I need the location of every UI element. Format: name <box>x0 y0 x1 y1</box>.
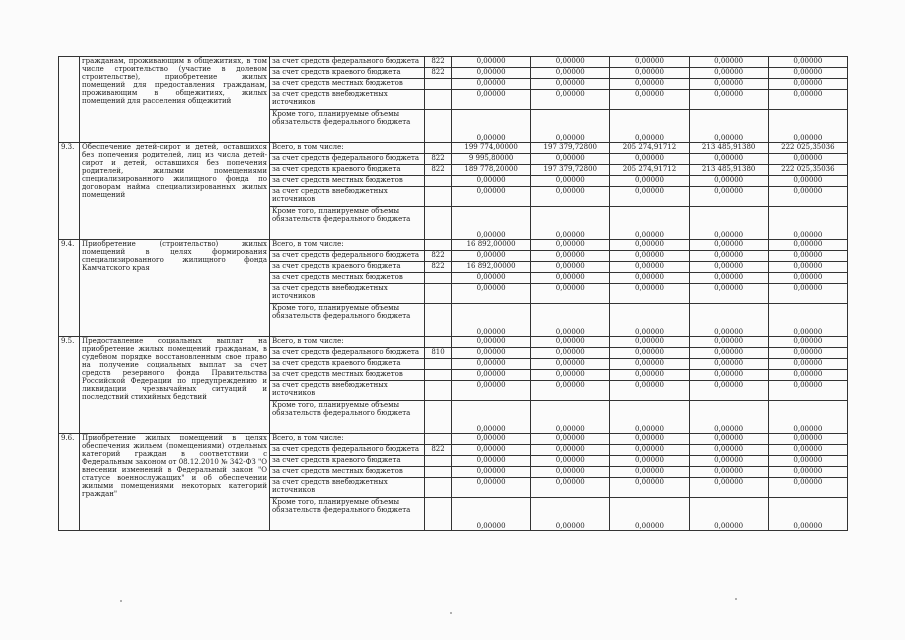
amount-cell: 0,00000 <box>452 348 531 359</box>
funding-source: за счет средств местных бюджетов <box>270 79 425 90</box>
budget-code <box>425 284 452 304</box>
budget-code <box>425 110 452 143</box>
amount-cell: 0,00000 <box>689 79 768 90</box>
item-description: Предоставление социальных выплат на приобретение жилых помещений гражданам, в судебном порядке восстановленным свое право на получение социальных выплат за счет средств резервного фонда Правительства Российской Федерации по предупреждению и ликвидации чрезвычайных ситуаций и последствий стихийных бедствий <box>80 337 270 434</box>
funding-source: за счет средств краевого бюджета <box>270 359 425 370</box>
amount-cell: 0,00000 <box>689 187 768 207</box>
budget-code <box>425 79 452 90</box>
budget-code <box>425 207 452 240</box>
amount-cell: 0,00000 <box>610 262 689 273</box>
funding-source: за счет средств местных бюджетов <box>270 467 425 478</box>
amount-cell: 0,00000 <box>689 154 768 165</box>
budget-code <box>425 370 452 381</box>
amount-cell: 0,00000 <box>689 445 768 456</box>
amount-cell: 0,00000 <box>610 478 689 498</box>
amount-cell: 0,00000 <box>452 68 531 79</box>
funding-source: за счет средств краевого бюджета <box>270 68 425 79</box>
budget-code <box>425 434 452 445</box>
amount-cell: 0,00000 <box>610 176 689 187</box>
funding-source: Кроме того, планируемые объемы обязательств федерального бюджета <box>270 401 425 434</box>
funding-source: за счет средств внебюджетных источников <box>270 187 425 207</box>
amount-cell: 205 274,91712 <box>610 143 689 154</box>
amount-cell: 0,00000 <box>531 401 610 434</box>
amount-cell: 0,00000 <box>452 57 531 68</box>
amount-cell: 0,00000 <box>452 381 531 401</box>
amount-cell: 0,00000 <box>610 79 689 90</box>
funding-source: Кроме того, планируемые объемы обязательств федерального бюджета <box>270 110 425 143</box>
amount-cell: 0,00000 <box>689 337 768 348</box>
amount-cell: 0,00000 <box>768 348 847 359</box>
amount-cell: 0,00000 <box>610 68 689 79</box>
amount-cell: 0,00000 <box>610 57 689 68</box>
amount-cell: 0,00000 <box>610 434 689 445</box>
funding-source: за счет средств внебюджетных источников <box>270 90 425 110</box>
table-row <box>59 240 848 251</box>
amount-cell: 0,00000 <box>768 187 847 207</box>
budget-code: 822 <box>425 251 452 262</box>
amount-cell: 0,00000 <box>531 68 610 79</box>
amount-cell: 0,00000 <box>531 304 610 337</box>
budget-code: 810 <box>425 348 452 359</box>
budget-code <box>425 143 452 154</box>
funding-source: за счет средств внебюджетных источников <box>270 284 425 304</box>
amount-cell: 0,00000 <box>768 273 847 284</box>
amount-cell: 0,00000 <box>452 337 531 348</box>
table-row <box>59 337 848 348</box>
amount-cell: 0,00000 <box>768 478 847 498</box>
amount-cell: 0,00000 <box>452 187 531 207</box>
amount-cell: 0,00000 <box>452 401 531 434</box>
amount-cell: 0,00000 <box>610 154 689 165</box>
amount-cell: 0,00000 <box>689 90 768 110</box>
item-number <box>59 57 80 143</box>
item-number: 9.6. <box>59 434 80 531</box>
amount-cell: 0,00000 <box>768 445 847 456</box>
amount-cell: 213 485,91380 <box>689 143 768 154</box>
amount-cell: 0,00000 <box>768 262 847 273</box>
budget-table <box>58 56 848 531</box>
amount-cell: 0,00000 <box>768 284 847 304</box>
funding-source: за счет средств краевого бюджета <box>270 262 425 273</box>
amount-cell: 0,00000 <box>452 207 531 240</box>
amount-cell: 0,00000 <box>768 79 847 90</box>
amount-cell: 0,00000 <box>689 434 768 445</box>
budget-code <box>425 359 452 370</box>
amount-cell: 0,00000 <box>689 478 768 498</box>
scan-speck <box>120 600 122 602</box>
budget-code: 822 <box>425 165 452 176</box>
amount-cell: 0,00000 <box>452 251 531 262</box>
amount-cell: 0,00000 <box>768 154 847 165</box>
amount-cell: 0,00000 <box>689 273 768 284</box>
item-description: Обеспечение детей-сирот и детей, оставшихся без попечения родителей, лиц из числа детей-сирот и детей, оставшихся без попечения родителей, жилыми помещениями специализированного жилищного фонда по договорам найма специализированных жилых помещений <box>80 143 270 240</box>
budget-code <box>425 467 452 478</box>
funding-source: за счет средств внебюджетных источников <box>270 478 425 498</box>
amount-cell: 0,00000 <box>452 434 531 445</box>
amount-cell: 0,00000 <box>452 284 531 304</box>
funding-source: за счет средств местных бюджетов <box>270 370 425 381</box>
budget-code <box>425 304 452 337</box>
amount-cell: 0,00000 <box>610 90 689 110</box>
amount-cell: 0,00000 <box>531 467 610 478</box>
funding-source: за счет средств краевого бюджета <box>270 456 425 467</box>
amount-cell: 9 995,80000 <box>452 154 531 165</box>
amount-cell: 0,00000 <box>452 445 531 456</box>
amount-cell: 0,00000 <box>452 478 531 498</box>
amount-cell: 0,00000 <box>610 251 689 262</box>
amount-cell: 0,00000 <box>452 79 531 90</box>
budget-code: 822 <box>425 57 452 68</box>
amount-cell: 0,00000 <box>531 110 610 143</box>
amount-cell: 0,00000 <box>610 187 689 207</box>
amount-cell: 0,00000 <box>531 381 610 401</box>
amount-cell: 0,00000 <box>768 251 847 262</box>
amount-cell: 0,00000 <box>689 251 768 262</box>
amount-cell: 0,00000 <box>531 57 610 68</box>
amount-cell: 0,00000 <box>689 207 768 240</box>
amount-cell: 0,00000 <box>610 401 689 434</box>
amount-cell: 0,00000 <box>452 467 531 478</box>
amount-cell: 0,00000 <box>452 370 531 381</box>
amount-cell: 0,00000 <box>768 359 847 370</box>
funding-source: за счет средств федерального бюджета <box>270 154 425 165</box>
item-description: Приобретение (строительство) жилых помещений в целях формирования специализированного жилищного фонда Камчатского края <box>80 240 270 337</box>
amount-cell: 0,00000 <box>610 304 689 337</box>
amount-cell: 0,00000 <box>610 456 689 467</box>
amount-cell: 0,00000 <box>531 445 610 456</box>
amount-cell: 0,00000 <box>452 273 531 284</box>
amount-cell: 0,00000 <box>610 359 689 370</box>
amount-cell: 0,00000 <box>689 284 768 304</box>
amount-cell: 0,00000 <box>610 381 689 401</box>
table-row <box>59 57 848 68</box>
amount-cell: 0,00000 <box>452 359 531 370</box>
budget-code <box>425 456 452 467</box>
amount-cell: 0,00000 <box>452 110 531 143</box>
amount-cell: 0,00000 <box>610 348 689 359</box>
item-description: гражданам, проживающим в общежитиях, в том числе строительство (участие в долевом строительстве), приобретение жилых помещений для предоставления гражданам, проживающим в общежитиях, жилых помещений для расселения общежитий <box>80 57 270 143</box>
amount-cell: 222 025,35036 <box>768 143 847 154</box>
amount-cell: 0,00000 <box>452 176 531 187</box>
item-number: 9.3. <box>59 143 80 240</box>
amount-cell: 0,00000 <box>768 467 847 478</box>
budget-code <box>425 478 452 498</box>
amount-cell: 0,00000 <box>689 359 768 370</box>
scan-speck <box>735 598 737 600</box>
amount-cell: 0,00000 <box>452 90 531 110</box>
amount-cell: 0,00000 <box>689 401 768 434</box>
funding-source: Кроме того, планируемые объемы обязательств федерального бюджета <box>270 304 425 337</box>
amount-cell: 0,00000 <box>531 187 610 207</box>
amount-cell: 0,00000 <box>610 240 689 251</box>
funding-source: за счет средств федерального бюджета <box>270 57 425 68</box>
funding-source: за счет средств внебюджетных источников <box>270 381 425 401</box>
amount-cell: 0,00000 <box>531 348 610 359</box>
amount-cell: 0,00000 <box>452 304 531 337</box>
amount-cell: 0,00000 <box>610 273 689 284</box>
funding-source: за счет средств краевого бюджета <box>270 165 425 176</box>
amount-cell: 197 379,72800 <box>531 165 610 176</box>
amount-cell: 0,00000 <box>531 370 610 381</box>
amount-cell: 197 379,72800 <box>531 143 610 154</box>
amount-cell: 0,00000 <box>531 273 610 284</box>
amount-cell: 0,00000 <box>610 284 689 304</box>
amount-cell: 0,00000 <box>531 498 610 531</box>
amount-cell: 0,00000 <box>689 381 768 401</box>
item-number: 9.5. <box>59 337 80 434</box>
table-row <box>59 143 848 154</box>
amount-cell: 0,00000 <box>452 456 531 467</box>
budget-code <box>425 498 452 531</box>
budget-code: 822 <box>425 154 452 165</box>
amount-cell: 0,00000 <box>531 478 610 498</box>
amount-cell: 0,00000 <box>768 434 847 445</box>
amount-cell: 0,00000 <box>768 90 847 110</box>
amount-cell: 0,00000 <box>610 207 689 240</box>
amount-cell: 0,00000 <box>768 57 847 68</box>
amount-cell: 0,00000 <box>689 467 768 478</box>
budget-code: 822 <box>425 445 452 456</box>
amount-cell: 0,00000 <box>610 445 689 456</box>
amount-cell: 0,00000 <box>689 370 768 381</box>
funding-source: Всего, в том числе: <box>270 240 425 251</box>
funding-source: за счет средств местных бюджетов <box>270 273 425 284</box>
item-description: Приобретение жилых помещений в целях обеспечения жильем (помещениями) отдельных категорий граждан в соответствии с Федеральным законом от 08.12.2010 № 342-ФЗ "О внесении изменений в Федеральный закон "О статусе военнослужащих" и об обеспечении жилыми помещениями некоторых категорий граждан" <box>80 434 270 531</box>
amount-cell: 0,00000 <box>689 262 768 273</box>
amount-cell: 0,00000 <box>452 498 531 531</box>
budget-code <box>425 401 452 434</box>
funding-source: Всего, в том числе: <box>270 337 425 348</box>
amount-cell: 0,00000 <box>689 304 768 337</box>
amount-cell: 0,00000 <box>689 456 768 467</box>
budget-code <box>425 176 452 187</box>
funding-source: за счет средств федерального бюджета <box>270 348 425 359</box>
budget-code <box>425 240 452 251</box>
amount-cell: 0,00000 <box>768 176 847 187</box>
amount-cell: 0,00000 <box>768 68 847 79</box>
scan-speck <box>450 612 452 614</box>
amount-cell: 0,00000 <box>768 498 847 531</box>
amount-cell: 0,00000 <box>768 456 847 467</box>
amount-cell: 0,00000 <box>531 79 610 90</box>
amount-cell: 0,00000 <box>610 110 689 143</box>
amount-cell: 16 892,00000 <box>452 262 531 273</box>
amount-cell: 0,00000 <box>768 110 847 143</box>
amount-cell: 0,00000 <box>768 370 847 381</box>
amount-cell: 0,00000 <box>610 467 689 478</box>
amount-cell: 0,00000 <box>610 498 689 531</box>
amount-cell: 0,00000 <box>531 359 610 370</box>
amount-cell: 0,00000 <box>610 337 689 348</box>
amount-cell: 0,00000 <box>531 154 610 165</box>
amount-cell: 0,00000 <box>689 68 768 79</box>
amount-cell: 0,00000 <box>689 498 768 531</box>
amount-cell: 16 892,00000 <box>452 240 531 251</box>
funding-source: Всего, в том числе: <box>270 143 425 154</box>
amount-cell: 0,00000 <box>689 348 768 359</box>
amount-cell: 0,00000 <box>531 90 610 110</box>
amount-cell: 0,00000 <box>689 110 768 143</box>
funding-source: за счет средств федерального бюджета <box>270 445 425 456</box>
amount-cell: 0,00000 <box>768 207 847 240</box>
table-row <box>59 434 848 445</box>
amount-cell: 199 774,00000 <box>452 143 531 154</box>
amount-cell: 0,00000 <box>531 434 610 445</box>
amount-cell: 0,00000 <box>689 176 768 187</box>
amount-cell: 0,00000 <box>689 240 768 251</box>
amount-cell: 0,00000 <box>531 337 610 348</box>
funding-source: Кроме того, планируемые объемы обязательств федерального бюджета <box>270 207 425 240</box>
amount-cell: 0,00000 <box>768 381 847 401</box>
amount-cell: 0,00000 <box>531 207 610 240</box>
amount-cell: 0,00000 <box>531 176 610 187</box>
amount-cell: 0,00000 <box>768 240 847 251</box>
budget-code: 822 <box>425 262 452 273</box>
item-number: 9.4. <box>59 240 80 337</box>
amount-cell: 0,00000 <box>531 456 610 467</box>
amount-cell: 0,00000 <box>689 57 768 68</box>
amount-cell: 0,00000 <box>768 337 847 348</box>
amount-cell: 213 485,91380 <box>689 165 768 176</box>
funding-source: за счет средств местных бюджетов <box>270 176 425 187</box>
budget-code: 822 <box>425 68 452 79</box>
budget-code <box>425 187 452 207</box>
amount-cell: 0,00000 <box>531 262 610 273</box>
amount-cell: 0,00000 <box>531 251 610 262</box>
amount-cell: 0,00000 <box>531 240 610 251</box>
amount-cell: 0,00000 <box>531 284 610 304</box>
budget-code <box>425 381 452 401</box>
amount-cell: 189 778,20000 <box>452 165 531 176</box>
amount-cell: 0,00000 <box>610 370 689 381</box>
budget-code <box>425 337 452 348</box>
budget-code <box>425 273 452 284</box>
funding-source: Кроме того, планируемые объемы обязательств федерального бюджета <box>270 498 425 531</box>
amount-cell: 205 274,91712 <box>610 165 689 176</box>
funding-source: Всего, в том числе: <box>270 434 425 445</box>
amount-cell: 0,00000 <box>768 304 847 337</box>
amount-cell: 222 025,35036 <box>768 165 847 176</box>
budget-code <box>425 90 452 110</box>
funding-source: за счет средств федерального бюджета <box>270 251 425 262</box>
amount-cell: 0,00000 <box>768 401 847 434</box>
